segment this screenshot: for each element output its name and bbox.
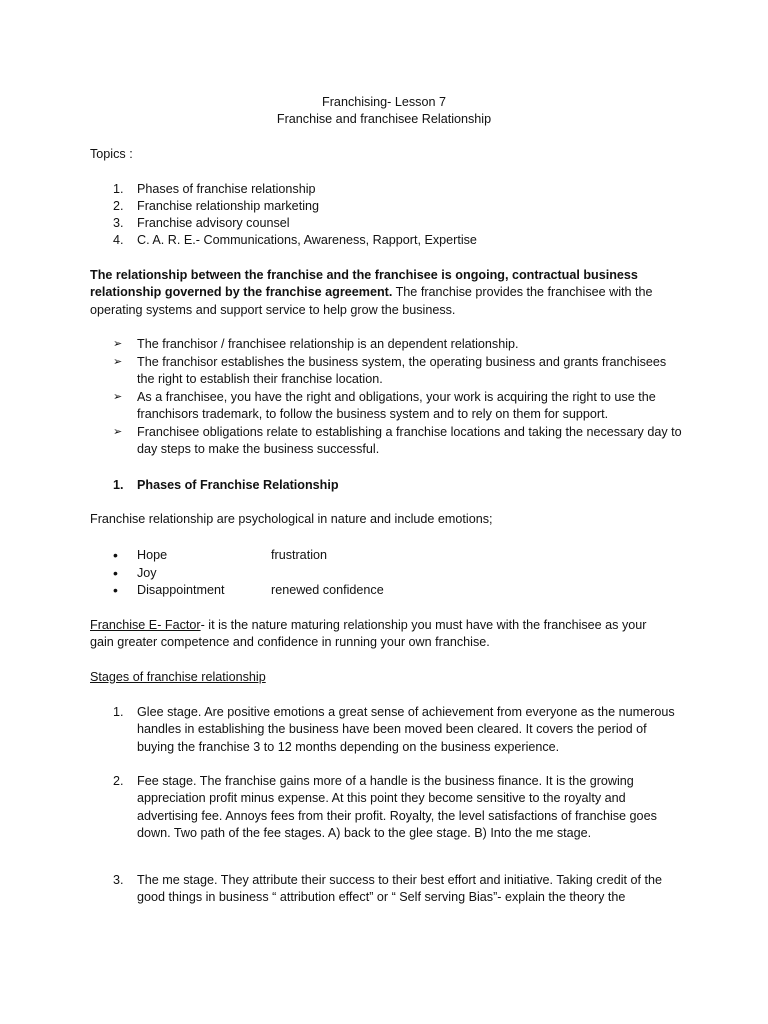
section-title: Phases of Franchise Relationship — [137, 478, 339, 492]
intro-bold-text: The relationship between the franchise and the franchisee is ongoing, contractual business relationship governed by the franchise agreement. — [90, 268, 638, 300]
list-number: 1. — [113, 182, 124, 196]
intro-text: The franchise provides the franchisee with the operating systems and support service to help grow the business. — [90, 285, 653, 317]
bullet-dot-icon: • — [113, 565, 118, 581]
document-subtitle: Franchise and franchisee Relationship — [276, 112, 492, 126]
list-text: Franchise advisory counsel — [137, 216, 290, 230]
e-factor-paragraph — [90, 617, 670, 652]
stage-text: Glee stage. Are positive emotions a great sense of achievement from everyone as the numerous handles in establishing the business have been moved been cleared. It covers the period of buying the franchise 3 to 12 months depending on the business experience. — [137, 705, 675, 754]
list-number: 3. — [113, 873, 124, 887]
arrow-bullet-icon: ➢ — [113, 356, 123, 368]
bullet-text: Franchisee obligations relate to establishing a franchise locations and taking the necessary day to day steps to make the business successful. — [137, 425, 682, 457]
list-text: Franchise relationship marketing — [137, 199, 319, 213]
arrow-bullet-icon: ➢ — [113, 426, 123, 438]
emotion-left: Disappointment — [137, 583, 225, 597]
bullet-dot-icon: • — [113, 582, 118, 598]
list-number: 2. — [113, 199, 124, 213]
stage-text: The me stage. They attribute their success to their best effort and initiative. Taking credit of the good things in business “ attribution effect” or “ Self serving Bias”- explain the theory the — [137, 873, 663, 905]
stage-text: Fee stage. The franchise gains more of a handle is the business finance. It is the growing appreciation profit minus expense. At this point they become sensitive to the royalty and advertising fee. Annoys fees from their profit. Royalty, the level satisfactions of franchise goes down. Two path of the fee stages. A) back to the glee stage. B) Into the me stage. — [137, 774, 657, 841]
bullet-text: As a franchisee, you have the right and obligations, your work is acquiring the right to use the franchisors trademark, to follow the business system and to rely on them for support. — [137, 390, 656, 422]
list-number: 3. — [113, 216, 124, 230]
list-number: 2. — [113, 774, 124, 788]
arrow-bullet-icon: ➢ — [113, 338, 123, 350]
bullet-dot-icon: • — [113, 547, 118, 563]
intro-paragraph — [90, 267, 660, 319]
emotion-left: Hope — [137, 548, 168, 562]
document-title: Franchising- Lesson 7 — [322, 95, 446, 109]
bullet-text: The franchisor establishes the business system, the operating business and grants franchisees the right to establish their franchise location. — [137, 355, 667, 387]
emotion-left: Joy — [137, 566, 157, 580]
list-text: Phases of franchise relationship — [137, 182, 316, 196]
stages-heading: Stages of franchise relationship — [90, 670, 266, 684]
e-factor-term: Franchise E- Factor — [90, 618, 201, 632]
section-number: 1. — [113, 478, 124, 492]
phases-intro: Franchise relationship are psychological in nature and include emotions; — [90, 512, 493, 526]
list-number: 4. — [113, 233, 124, 247]
topics-heading: Topics : — [90, 147, 133, 161]
e-factor-text: - it is the nature maturing relationship you must have with the franchisee as your gain greater competence and confidence in running your own franchise. — [90, 618, 647, 650]
emotion-right: frustration — [271, 548, 327, 562]
arrow-bullet-icon: ➢ — [113, 391, 123, 403]
emotion-right: renewed confidence — [271, 583, 384, 597]
bullet-text: The franchisor / franchisee relationship is an dependent relationship. — [137, 337, 519, 351]
list-number: 1. — [113, 705, 124, 719]
list-text: C. A. R. E.- Communications, Awareness, Rapport, Expertise — [137, 233, 477, 247]
